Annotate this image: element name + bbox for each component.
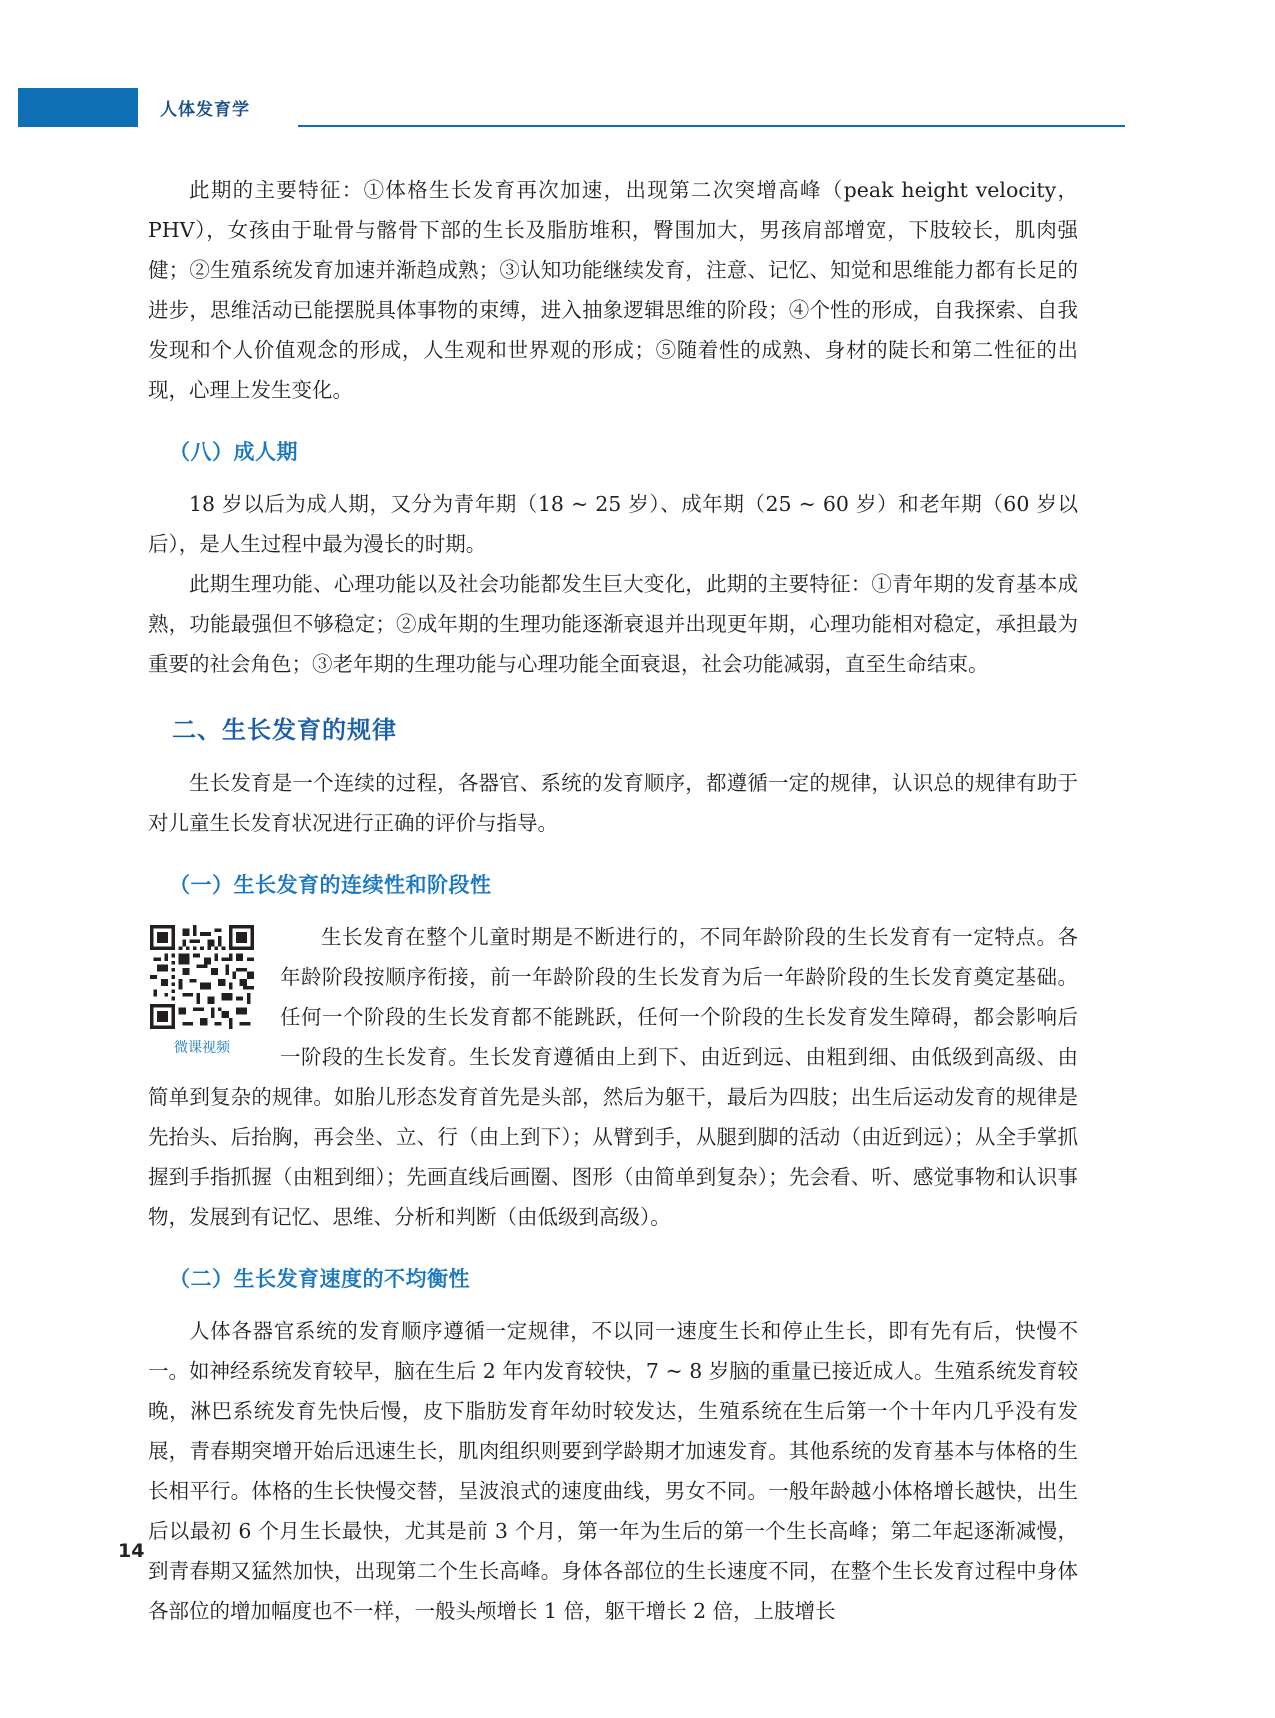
page-number: 14 xyxy=(118,1540,145,1562)
heading-continuity-and-stages: （一）生长发育的连续性和阶段性 xyxy=(169,873,492,897)
page-content xyxy=(148,170,1078,1631)
heading-adulthood: （八）成人期 xyxy=(169,440,298,464)
paragraph-adulthood-features: 此期生理功能、心理功能以及社会功能都发生巨大变化，此期的主要特征：①青年期的发育基本成熟，功能最强但不够稳定；②成年期的生理功能逐渐衰退并出现更年期，心理功能相对稳定，承担最为重要的社会角色；③老年期的生理功能与心理功能全面衰退，社会功能减弱，直至生命结束。 xyxy=(148,572,1078,676)
qr-code-icon[interactable] xyxy=(150,925,254,1029)
heading-uneven-growth-rate: （二）生长发育速度的不均衡性 xyxy=(169,1267,470,1291)
paragraph-uneven-growth: 人体各器官系统的发育顺序遵循一定规律，不以同一速度生长和停止生长，即有先有后，快慢不一。如神经系统发育较早，脑在生后 2 年内发育较快，7 ~ 8 岁脑的重量已接近成人。生殖系统发育较晚，淋巴系统发育先快后慢，皮下脂肪发育年幼时较发达，生殖系统在生后第一个十年内几乎没有发展，青春期突增开始后迅速生长，肌肉组织则要到学龄期才加速发育。其他系统的发育基本与体格的生长相平行。体格的生长快慢交替，呈波浪式的速度曲线，男女不同。一般年龄越小体格增长越快，出生后以最初 6 个月生长最快，尤其是前 3 个月，第一年为生后的第一个生长高峰；第二年起逐渐减慢，到青春期又猛然加快，出现第二个生长高峰。身体各部位的生长速度不同，在整个生长发育过程中身体各部位的增加幅度也不一样，一般头颅增长 1 倍，躯干增长 2 倍，上肢增长 xyxy=(148,1319,1078,1623)
paragraph-adolescence-features: 此期的主要特征：①体格生长发育再次加速，出现第二次突增高峰（peak height velocity，PHV），女孩由于耻骨与髂骨下部的生长及脂肪堆积，臀围加大，男孩肩部增宽，下肢较长，肌肉强健；②生殖系统发育加速并渐趋成熟；③认知功能继续发育，注意、记忆、知觉和思维能力都有长足的进步，思维活动已能摆脱具体事物的束缚，进入抽象逻辑思维的阶段；④个性的形成，自我探索、自我发现和个人价值观念的形成，人生观和世界观的形成；⑤随着性的成熟、身材的陡长和第二性征的出现，心理上发生变化。 xyxy=(148,178,1078,402)
heading-growth-laws: 二、生长发育的规律 xyxy=(172,716,397,744)
paragraph-growth-laws-intro: 生长发育是一个连续的过程，各器官、系统的发育顺序，都遵循一定的规律，认识总的规律有助于对儿童生长发育状况进行正确的评价与指导。 xyxy=(148,771,1078,835)
header-accent-block xyxy=(18,88,138,126)
page-header xyxy=(0,88,1275,126)
book-title: 人体发育学 xyxy=(160,99,250,120)
paragraph-continuity: 生长发育在整个儿童时期是不断进行的，不同年龄阶段的生长发育有一定特点。各年龄阶段按顺序衔接，前一年龄阶段的生长发育为后一年龄阶段的生长发育奠定基础。任何一个阶段的生长发育都不能跳跃，任何一个阶段的生长发育发生障碍，都会影响后一阶段的生长发育。生长发育遵循由上到下、由近到远、由粗到细、由低级到高级、由简单到复杂的规律。如胎儿形态发育首先是头部，然后为躯干，最后为四肢；出生后运动发育的规律是先抬头、后抬胸，再会坐、立、行（由上到下）；从臂到手，从腿到脚的活动（由近到远）；从全手掌抓握到手指抓握（由粗到细）；先画直线后画圈、图形（由简单到复杂）；先会看、听、感觉事物和认识事物，发展到有记忆、思维、分析和判断（由低级到高级）。 xyxy=(148,925,1078,1229)
qr-code-block[interactable] xyxy=(148,925,266,1057)
paragraph-adulthood-definition: 18 岁以后为成人期，又分为青年期（18 ~ 25 岁）、成年期（25 ~ 60 岁）和老年期（60 岁以后），是人生过程中最为漫长的时期。 xyxy=(148,492,1078,556)
qr-and-text-block xyxy=(148,917,1078,1237)
header-rule-gap xyxy=(138,121,298,127)
qr-code-caption: 微课视频 xyxy=(174,1040,230,1056)
